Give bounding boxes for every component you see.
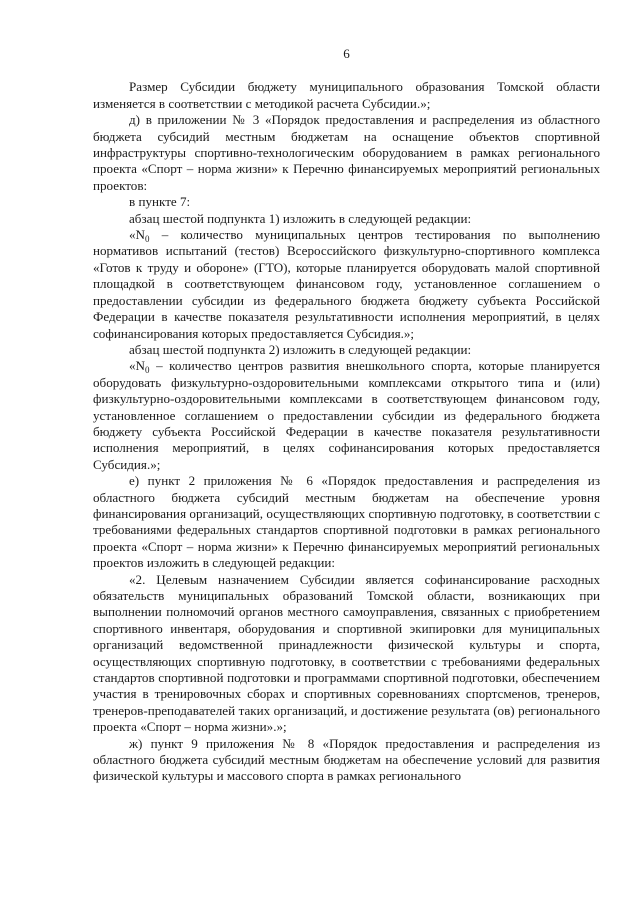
formula-symbol: «N (129, 358, 146, 374)
paragraph: ж) пункт 9 приложения № 8 «Порядок предоставления и распределения из областного бюджета субсидий местным бюджетам на обеспечение условий для развития физической культуры и массового спорта в рамках регионального (93, 735, 600, 784)
formula-symbol: «N (129, 227, 146, 243)
formula-subscript: 0 (145, 365, 150, 376)
formula-subscript: 0 (145, 234, 150, 245)
paragraph-text: – количество центров развития внешкольного спорта, которые планируется оборудовать физкультурно-оздоровительными комплексами открытого типа и (или) физкультурно-оздоровительными комплексами в соответствующем финансовом году, установленное соглашением о предоставлении субсидии из федерального бюджета бюджету субъекта Российской Федерации в качестве показателя результативности исполнения мероприятий, в целях софинансирования которых предоставляется Субсидия.»; (93, 358, 600, 472)
paragraph-text: – количество муниципальных центров тестирования по выполнению нормативов испытаний (тестов) Всероссийского физкультурно-спортивного комплекса «Готов к труду и обороне» (ГТО), которые планируется оборудовать малой спортивной площадкой в соответствующем финансовом году, установленное соглашением о предоставлении субсидии из федерального бюджета бюджету субъекта Российской Федерации в качестве показателя результативности исполнения мероприятий, в целях софинансирования которых предоставляется Субсидия.»; (93, 227, 600, 341)
paragraph: абзац шестой подпункта 1) изложить в следующей редакции: (129, 210, 472, 226)
page-number: 6 (343, 46, 350, 61)
paragraph: абзац шестой подпункта 2) изложить в следующей редакции: (129, 341, 472, 357)
paragraph: д) в приложении № 3 «Порядок предоставления и распределения из областного бюджета субсидий местным бюджетам на оснащение объектов спортивной инфраструктуры спортивно-технологическим оборудованием в рамках регионального проекта «Спорт – норма жизни» к Перечню финансируемых мероприятий региональных проектов: (93, 112, 600, 193)
paragraph: «2. Целевым назначением Субсидии является софинансирование расходных обязательств муниципальных образований Томской области, возникающих при выполнении полномочий органов местного самоуправления, связанных с приобретением спортивного инвентаря, оборудования и спортивной экипировки для муниципальных организаций ведомственной принадлежности физической культуры и спорта, осуществляющих спортивную подготовку, в соответствии с требованиями федеральных стандартов спортивной подготовки и программами спортивной подготовки, обеспечением участия в тренировочных сборах и спортивных соревнованиях спортсменов, тренеров, тренеров-преподавателей таких организаций, и достижение результата (ов) регионального проекта «Спорт – норма жизни».»; (93, 571, 600, 735)
paragraph (93, 358, 600, 473)
paragraph: в пункте 7: (129, 194, 191, 210)
paragraph: е) пункт 2 приложения № 6 «Порядок предоставления и распределения из областного бюджета субсидий местным бюджетам на обеспечение уровня финансирования организаций, осуществляющих спортивную подготовку, в соответствии с требованиями федеральных стандартов спортивной подготовки в рамках регионального проекта «Спорт – норма жизни» к Перечню финансируемых мероприятий региональных проектов изложить в следующей редакции: (93, 473, 600, 571)
paragraph: Размер Субсидии бюджету муниципального образования Томской области изменяется в соответствии с методикой расчета Субсидии.»; (93, 79, 600, 111)
paragraph (93, 227, 600, 342)
